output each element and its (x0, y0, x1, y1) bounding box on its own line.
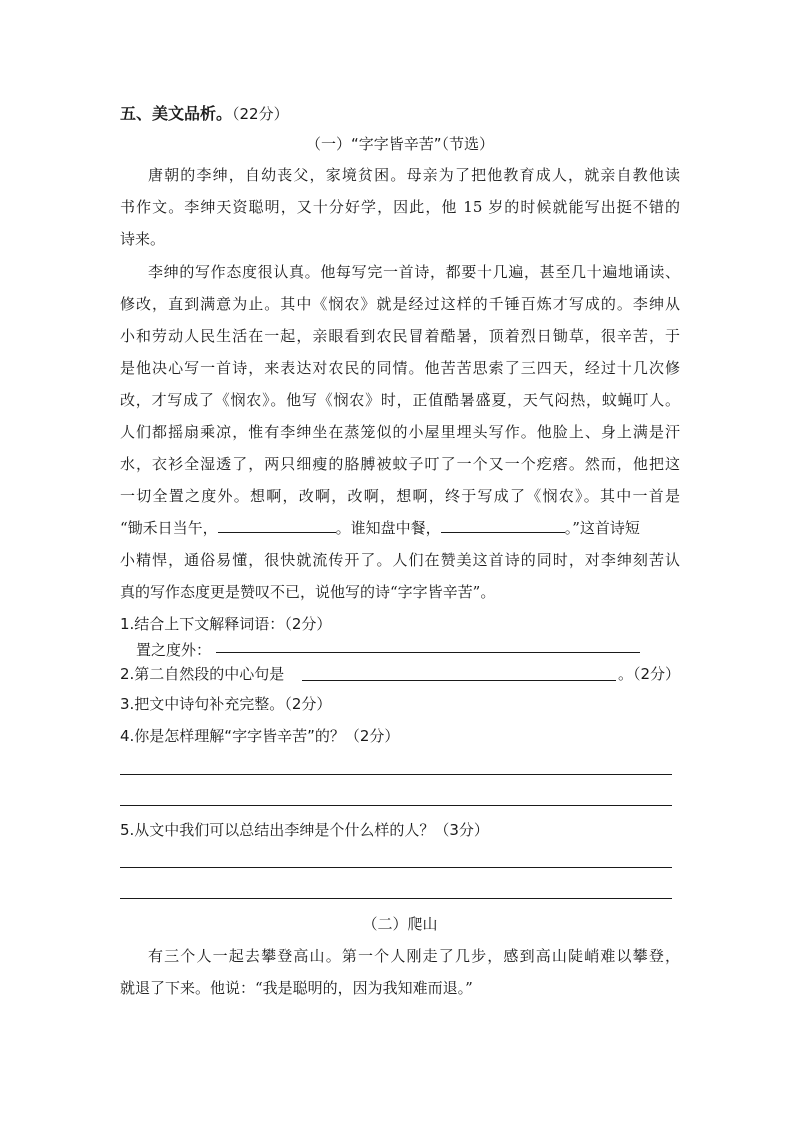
section-title: 五、美文品析。 (120, 104, 233, 123)
poem-part-1: “锄禾日当午， (120, 519, 218, 537)
passage1-line: 人们都摇扇乘凉，惟有李绅坐在蒸笼似的小屋里埋头写作。他脸上、身上满是汗 (120, 423, 680, 441)
poem-blank-2[interactable] (441, 518, 565, 533)
question-2 (120, 664, 284, 684)
passage1-line: 是他决心写一首诗，来表达对农民的同情。他苦苦思索了三四天，经过十几次修 (120, 359, 680, 377)
question-4: 4.你是怎样理解“字字皆辛苦”的？（2分） (120, 727, 400, 745)
question-5-answer-line-1[interactable] (120, 867, 672, 868)
question-4-answer-line-2[interactable] (120, 805, 672, 806)
question-4-answer-line-1[interactable] (120, 774, 672, 775)
passage1-line: 小精悍，通俗易懂，很快就流传开了。人们在赞美这首诗的同时，对李绅刻苦认 (120, 551, 680, 569)
passage1-title: （一）“字字皆辛苦”（节选） (305, 135, 495, 153)
question-5-answer-line-2[interactable] (120, 898, 672, 899)
passage1-line: 一切全置之度外。想啊，改啊，改啊，想啊，终于写成了《悯农》。其中一首是 (120, 487, 680, 505)
question-2-answer-line[interactable] (302, 680, 616, 681)
passage2-line: 就退了下来。他说：“我是聪明的，因为我知难而退。” (120, 979, 473, 997)
question-2-suffix: 。（2分） (618, 665, 681, 683)
question-1: 1.结合上下文解释词语：（2分） (120, 615, 332, 633)
question-3: 3.把文中诗句补充完整。（2分） (120, 695, 332, 713)
poem-blank-1[interactable] (218, 518, 336, 533)
question-1-term: 置之度外： (136, 641, 212, 659)
poem-part-2: 。谁知盘中餐， (335, 519, 441, 537)
section-score: （22分） (232, 105, 289, 123)
passage1-line: 真的写作态度更是赞叹不已，说他写的诗“字字皆辛苦”。 (120, 583, 496, 601)
poem-part-3: 。”这首诗短 (564, 519, 640, 537)
passage1-line: 唐朝的李绅，自幼丧父，家境贫困。母亲为了把他教育成人，就亲自教他读 (148, 166, 680, 184)
passage2-line: 有三个人一起去攀登高山。第一个人刚走了几步，感到高山陡峭难以攀登， (148, 947, 680, 965)
passage1-line: 改，才写成了《悯农》。他写《悯农》时，正值酷暑盛夏，天气闷热，蚊蝇叮人。 (120, 391, 680, 409)
passage1-line: 李绅的写作态度很认真。他每写完一首诗，都要十几遍，甚至几十遍地诵读、 (148, 263, 680, 281)
question-1-answer-line[interactable] (216, 652, 640, 653)
question-5: 5.从文中我们可以总结出李绅是个什么样的人？（3分） (120, 821, 489, 839)
passage1-line: 小和劳动人民生活在一起，亲眼看到农民冒着酷暑，顶着烈日锄草，很辛苦，于 (120, 327, 680, 345)
passage1-line: 水，衣衫全湿透了，两只细瘦的胳膊被蚊子叮了一个又一个疙瘩。然而，他把这 (120, 455, 680, 473)
section-heading (120, 104, 680, 124)
passage1-line: 修改，直到满意为止。其中《悯农》就是经过这样的千锤百炼才写成的。李绅从 (120, 295, 680, 313)
question-2-prefix: 2.第二自然段的中心句是 (120, 665, 285, 683)
passage1-line: 书作文。李绅天资聪明，又十分好学，因此，他 15 岁的时候就能写出挺不错的 (120, 198, 680, 216)
passage1-line: 诗来。 (120, 230, 166, 248)
passage2-title: （二）爬山 (362, 915, 438, 933)
poem-line (120, 518, 680, 538)
